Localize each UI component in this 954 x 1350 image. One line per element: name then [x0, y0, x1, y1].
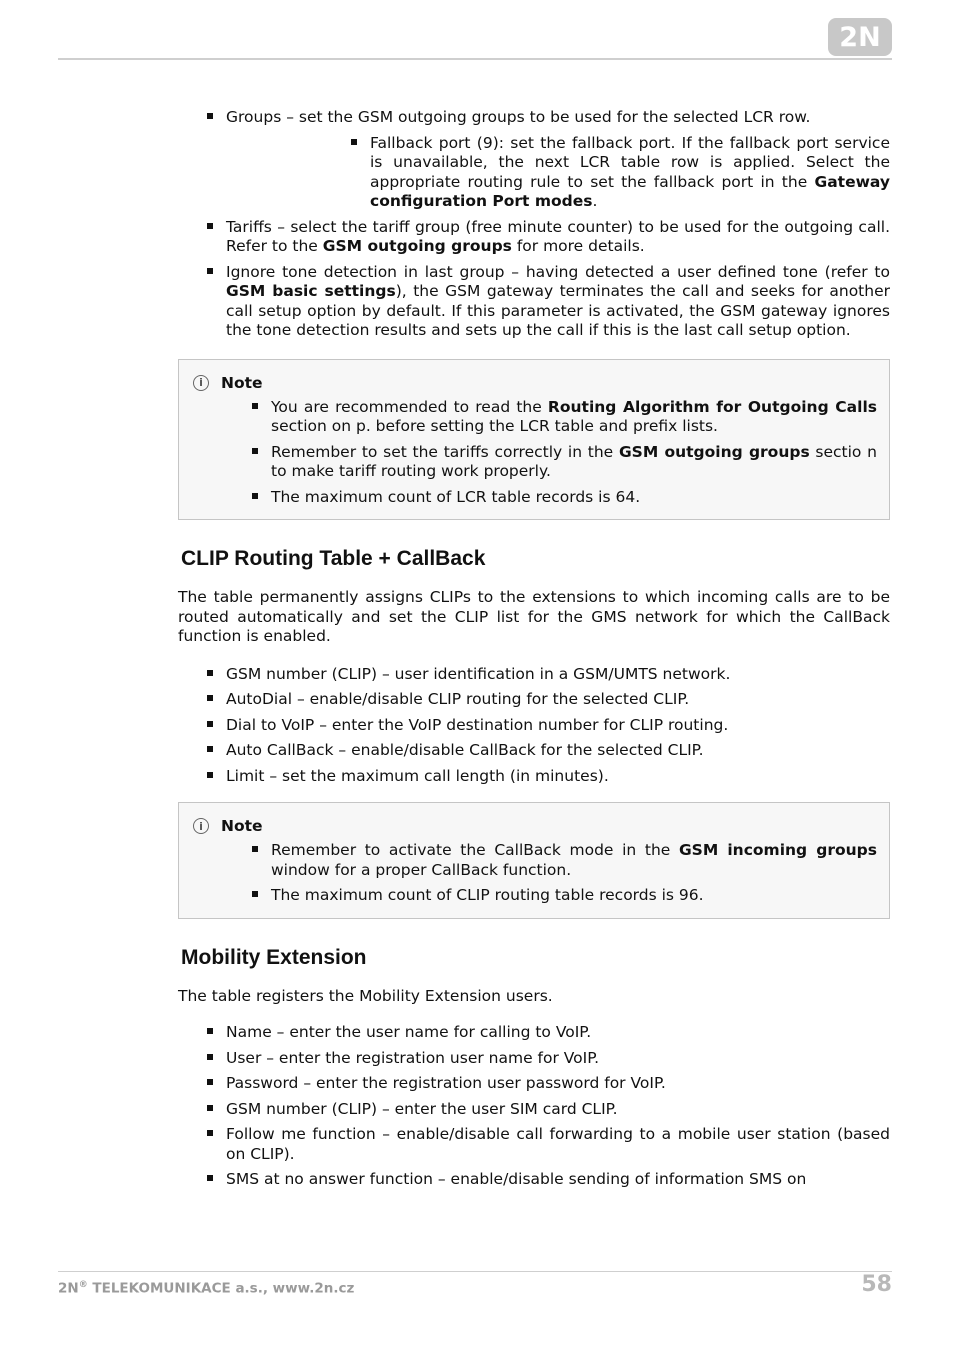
info-icon: i: [193, 818, 209, 834]
note-list: [191, 841, 877, 906]
note-text: The maximum count of CLIP routing table records is 96.: [271, 886, 704, 904]
page-number: 58: [861, 1272, 892, 1297]
note-text: You are recommended to read the: [271, 397, 548, 416]
link-gsm-outgoing-groups[interactable]: GSM outgoing groups: [322, 237, 512, 255]
note-box-lcr: [178, 359, 890, 521]
2n-logo: 2N: [828, 18, 892, 56]
note-text: The maximum count of LCR table records is 64.: [271, 487, 641, 506]
page-content: [178, 108, 890, 1196]
fallback-text: Fallback port (9): set the fallback port. If the fallback port service is unavailable, the next LCR table row is applied. Select the appropriate routing rule to set the fallback port in the: [370, 133, 890, 191]
note-text: sectio n to make tariff routing work properly.: [271, 442, 877, 480]
footer-company: [58, 1280, 354, 1297]
link-gsm-incoming-groups[interactable]: GSM incoming groups: [678, 841, 877, 859]
note-item: [271, 886, 877, 906]
note-text: section on p. before setting the LCR table and prefix lists.: [271, 417, 718, 435]
note-title: Note: [221, 373, 263, 392]
section-title-mobility: Mobility Extension: [181, 945, 367, 969]
note-text: Remember to set the tariffs correctly in the: [271, 442, 619, 461]
link-gateway-config[interactable]: Gateway configuration Port modes: [370, 172, 890, 210]
footer-divider: [58, 1271, 892, 1272]
list-item-ignore-tone: [226, 263, 890, 341]
list-item-text: Ignore tone detection in last group – having detected a user defined tone (refer to: [226, 262, 890, 281]
note-title: Note: [221, 817, 263, 835]
list-item: GSM number (CLIP) – enter the user SIM card CLIP.: [226, 1100, 890, 1120]
list-item-text: for more details.: [511, 237, 645, 255]
note-header: [191, 372, 877, 394]
note-list: [191, 398, 877, 508]
list-item: Dial to VoIP – enter the VoIP destination number for CLIP routing.: [226, 716, 890, 736]
parameter-list: [178, 108, 890, 341]
footer-company-text: TELEKOMUNIKACE a.s., www.2n.cz: [87, 1280, 355, 1297]
list-item-groups: [226, 108, 890, 212]
note-text: Remember to activate the CallBack mode in the: [271, 841, 679, 859]
link-routing-algorithm[interactable]: Routing Algorithm for Outgoing Calls: [547, 397, 877, 416]
list-item: Name – enter the user name for calling to VoIP.: [226, 1023, 890, 1043]
sub-list: [226, 134, 890, 212]
list-item: Limit – set the maximum call length (in minutes).: [226, 767, 890, 787]
section-title-clip: CLIP Routing Table + CallBack: [181, 547, 486, 570]
list-item-tariffs: [226, 218, 890, 257]
note-item: [271, 398, 877, 437]
registered-mark: ®: [78, 1280, 88, 1290]
list-item: SMS at no answer function – enable/disable sending of information SMS on: [226, 1170, 890, 1190]
list-item-text: Tariffs – select the tariff group (free minute counter) to be used for the outgoing call. Refer to the: [226, 217, 890, 255]
note-item: [271, 443, 877, 482]
note-text: window for a proper CallBack function.: [271, 860, 572, 879]
clip-parameter-list: [178, 665, 890, 787]
header-divider: [58, 58, 892, 60]
list-item: GSM number (CLIP) – user identification in a GSM/UMTS network.: [226, 665, 890, 685]
section-description-mobility: The table registers the Mobility Extension users.: [178, 986, 553, 1005]
list-item-fallback: [370, 134, 890, 212]
note-header: [191, 815, 877, 837]
info-icon: i: [193, 375, 209, 391]
note-item: [271, 488, 877, 508]
fallback-after: .: [592, 192, 598, 210]
list-item: Password – enter the registration user password for VoIP.: [226, 1074, 890, 1094]
note-box-clip: [178, 802, 890, 919]
list-item-text: ), the GSM gateway terminates the call and seeks for another call setup option by default. If this parameter is activated, the GSM gateway ignores the tone detection results and sets up the call if this is the last call setup option.: [226, 282, 890, 339]
list-item: Follow me function – enable/disable call forwarding to a mobile user station (based on CLIP).: [226, 1125, 890, 1163]
note-item: [271, 841, 877, 880]
list-item: User – enter the registration user name for VoIP.: [226, 1049, 890, 1069]
list-item-text: Groups – set the GSM outgoing groups to be used for the selected LCR row.: [226, 108, 811, 126]
list-item: Auto CallBack – enable/disable CallBack for the selected CLIP.: [226, 741, 890, 761]
section-description-clip: The table permanently assigns CLIPs to the extensions to which incoming calls are to be routed automatically and set the CLIP list for the GMS network for which the CallBack function is enabled.: [178, 588, 890, 645]
mobility-parameter-list: [178, 1023, 890, 1190]
list-item: AutoDial – enable/disable CLIP routing for the selected CLIP.: [226, 690, 890, 710]
link-gsm-basic-settings[interactable]: GSM basic settings: [226, 282, 396, 300]
link-gsm-outgoing-groups[interactable]: GSM outgoing groups: [618, 442, 810, 461]
footer-brand: 2N: [58, 1280, 79, 1297]
